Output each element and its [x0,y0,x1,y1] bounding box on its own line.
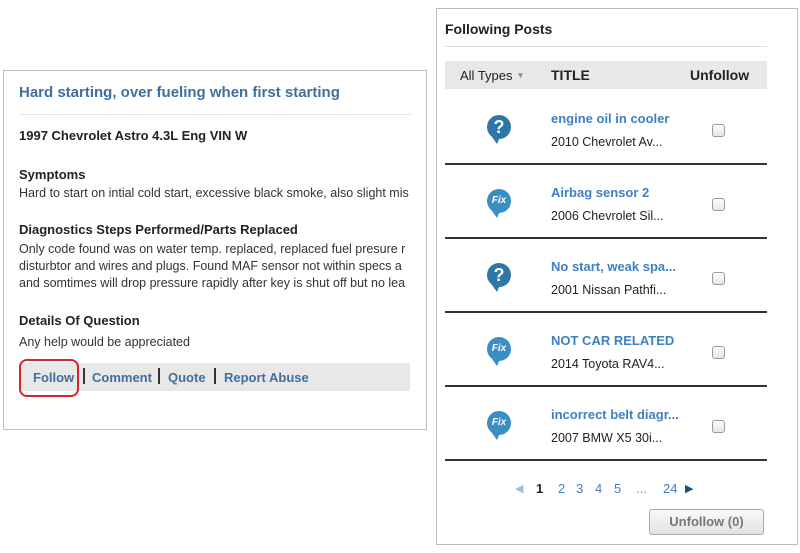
post-title-link[interactable]: engine oil in cooler [551,111,670,126]
post-title-link[interactable]: No start, weak spa... [551,259,676,274]
next-page-icon[interactable]: ▶ [685,483,694,495]
following-posts-panel [436,8,798,545]
page-link-last[interactable]: 24 [663,481,678,496]
follow-button[interactable]: Follow [33,370,75,385]
post-row [445,239,767,313]
pagination-ellipsis: ... [636,481,647,496]
diagnostics-line-1: Only code found was on water temp. replaced, replaced fuel presure r [19,242,406,256]
fix-icon: Fix [487,337,511,361]
title-divider [19,114,411,115]
caret-down-icon: ▼ [516,71,525,80]
fix-icon: Fix [487,189,511,213]
diagnostics-line-2: disturbtor and wires and plugs. Found MAF sensor not within specs a [19,259,402,273]
page-link-3[interactable]: 3 [576,481,584,496]
unfollow-button[interactable]: Unfollow (0) [649,509,764,535]
post-title-link[interactable]: Airbag sensor 2 [551,185,650,200]
pagination [437,481,797,497]
post-vehicle: 2007 BMW X5 30i... [551,431,663,445]
page-link-1[interactable]: 1 [536,481,544,496]
unfollow-checkbox[interactable] [712,124,725,137]
unfollow-checkbox[interactable] [712,198,725,211]
action-separator [214,368,216,384]
post-vehicle: 2010 Chevrolet Av... [551,135,663,149]
symptoms-heading: Symptoms [19,167,86,182]
report-abuse-button[interactable]: Report Abuse [224,370,309,385]
diagnostics-heading: Diagnostics Steps Performed/Parts Replaced [19,222,298,237]
unfollow-checkbox[interactable] [712,346,725,359]
post-vehicle: 2014 Toyota RAV4... [551,357,665,371]
post-row [445,387,767,461]
post-row [445,165,767,239]
table-header [445,61,767,89]
fix-icon: Fix [487,411,511,435]
page-link-5[interactable]: 5 [614,481,622,496]
prev-page-icon[interactable]: ◀ [515,483,524,495]
page-link-4[interactable]: 4 [595,481,603,496]
title-divider [445,46,767,47]
panel-title: Following Posts [445,21,553,37]
page-link-2[interactable]: 2 [558,481,566,496]
post-title-link[interactable]: incorrect belt diagr... [551,407,679,422]
type-filter-label: All Types [460,68,513,83]
details-text: Any help would be appreciated [19,335,190,349]
type-filter-dropdown[interactable] [460,68,524,83]
question-icon: ? [487,115,511,139]
post-row [445,91,767,165]
quote-button[interactable]: Quote [168,370,206,385]
question-icon: ? [487,263,511,287]
unfollow-column-header: Unfollow [690,67,750,83]
details-heading: Details Of Question [19,313,140,328]
question-title[interactable]: Hard starting, over fueling when first starting [19,84,340,101]
post-vehicle: 2001 Nissan Pathfi... [551,283,667,297]
action-separator [158,368,160,384]
post-row [445,313,767,387]
unfollow-checkbox[interactable] [712,420,725,433]
diagnostics-line-3: and somtimes will drop pressure rapidly after key is shut off but no lea [19,276,406,290]
vehicle-info: 1997 Chevrolet Astro 4.3L Eng VIN W [19,128,248,143]
action-separator [83,368,85,384]
post-title-link[interactable]: NOT CAR RELATED [551,333,675,348]
comment-button[interactable]: Comment [92,370,152,385]
follow-highlight-ring [19,359,79,397]
post-vehicle: 2006 Chevrolet Sil... [551,209,664,223]
title-column-header: TITLE [551,67,590,83]
question-card [3,70,427,430]
unfollow-checkbox[interactable] [712,272,725,285]
symptoms-text: Hard to start on intial cold start, excessive black smoke, also slight mis [19,186,409,200]
